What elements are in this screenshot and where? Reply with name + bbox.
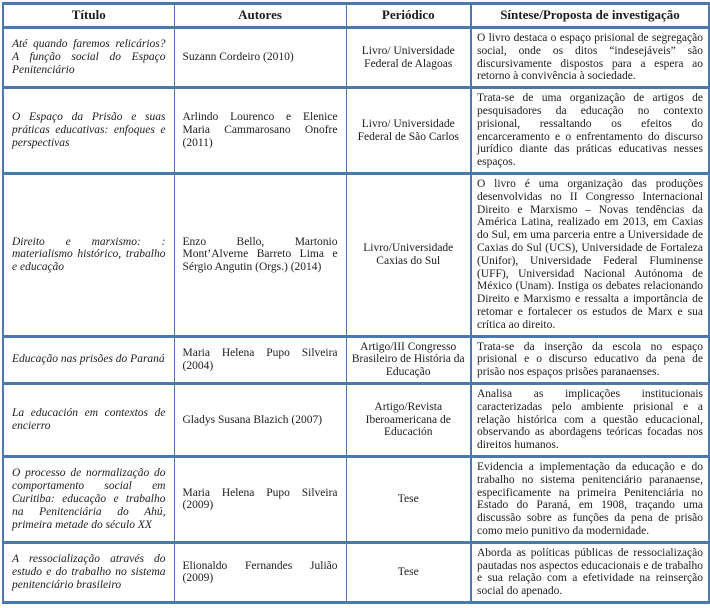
cell-autores: Gladys Susana Blazich (2007) xyxy=(174,383,346,456)
cell-autores: Suzann Cordeiro (2010) xyxy=(174,28,346,88)
column-header-periodico: Periódico xyxy=(346,4,471,28)
cell-periodico: Tese xyxy=(346,456,471,542)
table-row xyxy=(3,456,709,542)
cell-autores: Enzo Bello, Martonio Mont’Alverne Barreto Lima e Sérgio Angutin (Orgs.) (2014) xyxy=(174,173,346,336)
table-body xyxy=(3,28,709,603)
table-row xyxy=(3,88,709,174)
cell-periodico: Livro/ Universidade Federal de São Carlos xyxy=(346,88,471,174)
cell-titulo: O processo de normalização do comportamento social em Curitiba: educação e trabalho na Penitenciária do Ahú, primeira metade do século XX xyxy=(3,456,174,542)
cell-sintese: Analisa as implicações institucionais caracterizadas pelo ambiente prisional e a relação histórica com a questão educacional, observando as abordagens teóricas focadas nos direitos humanos. xyxy=(471,383,709,456)
table-row xyxy=(3,542,709,602)
cell-titulo: Educação nas prisões do Paraná xyxy=(3,336,174,383)
column-header-autores: Autores xyxy=(174,4,346,28)
literature-review-table xyxy=(2,2,710,604)
cell-periodico: Livro/Universidade Caxias do Sul xyxy=(346,173,471,336)
table-row xyxy=(3,28,709,88)
table-row xyxy=(3,336,709,383)
cell-periodico: Artigo/Revista Iberoamericana de Educación xyxy=(346,383,471,456)
cell-periodico: Tese xyxy=(346,542,471,602)
cell-periodico: Livro/ Universidade Federal de Alagoas xyxy=(346,28,471,88)
cell-autores: Maria Helena Pupo Silveira (2004) xyxy=(174,336,346,383)
column-header-titulo: Título xyxy=(3,4,174,28)
table-header xyxy=(3,4,709,28)
cell-sintese: Trata-se da inserção da escola no espaço prisional e o discurso educativo da pena de prisão nos espaços prisões paranaenses. xyxy=(471,336,709,383)
cell-sintese: Aborda as políticas públicas de ressocialização pautadas nos aspectos educacionais e de trabalho e sua relação com a efetividade na reinserção social do apenado. xyxy=(471,542,709,602)
cell-titulo: O Espaço da Prisão e suas práticas educativas: enfoques e perspectivas xyxy=(3,88,174,174)
cell-titulo: La educación em contextos de encierro xyxy=(3,383,174,456)
cell-titulo: Até quando faremos relicários? A função social do Espaço Penitenciário xyxy=(3,28,174,88)
cell-autores: Elionaldo Fernandes Julião (2009) xyxy=(174,542,346,602)
cell-sintese: O livro destaca o espaço prisional de segregação social, onde os ditos “indesejáveis” são discursivamente dispostos para a espera ao retorno à convivência à sociedade. xyxy=(471,28,709,88)
cell-autores: Maria Helena Pupo Silveira (2009) xyxy=(174,456,346,542)
column-header-sintese: Síntese/Proposta de investigação xyxy=(471,4,709,28)
cell-autores: Arlindo Lourenco e Elenice Maria Cammarosano Onofre (2011) xyxy=(174,88,346,174)
cell-titulo: Direito e marxismo: : materialismo histórico, trabalho e educação xyxy=(3,173,174,336)
cell-periodico: Artigo/III Congresso Brasileiro de História da Educação xyxy=(346,336,471,383)
cell-sintese: Evidencia a implementação da educação e do trabalho no sistema penitenciário paranaense, especificamente na primeira Penitenciária no Estado do Paraná, em 1908, traçando uma discussão sobre as funções da pena de prisão como meio punitivo da modernidade. xyxy=(471,456,709,542)
table-row xyxy=(3,383,709,456)
table-row xyxy=(3,173,709,336)
cell-sintese: Trata-se de uma organização de artigos de pesquisadores da educação no contexto prisional, ressaltando os efeitos do encarceramento e o enfrentamento do discurso jurídico diante das práticas educativas nesses espaços. xyxy=(471,88,709,174)
cell-titulo: A ressocialização através do estudo e do trabalho no sistema penitenciário brasileiro xyxy=(3,542,174,602)
cell-sintese: O livro é uma organização das produções desenvolvidas no II Congresso Internacional Direito e Marxismo – Novas tendências da América Latina, realizado em 2013, em Caxias do Sul, em uma parceria entre a Universidade de Caxias do Sul (UCS), Universidade de Fortaleza (Unifor), Universidade Federal Fluminense (UFF), Universidad Nacional Autónoma de México (Unam). Instiga os debates relacionando Direito e Marxismo e ressalta a importância de retomar e fortalecer os estudos de Marx e sua crítica ao direito. xyxy=(471,173,709,336)
header-row xyxy=(3,4,709,28)
